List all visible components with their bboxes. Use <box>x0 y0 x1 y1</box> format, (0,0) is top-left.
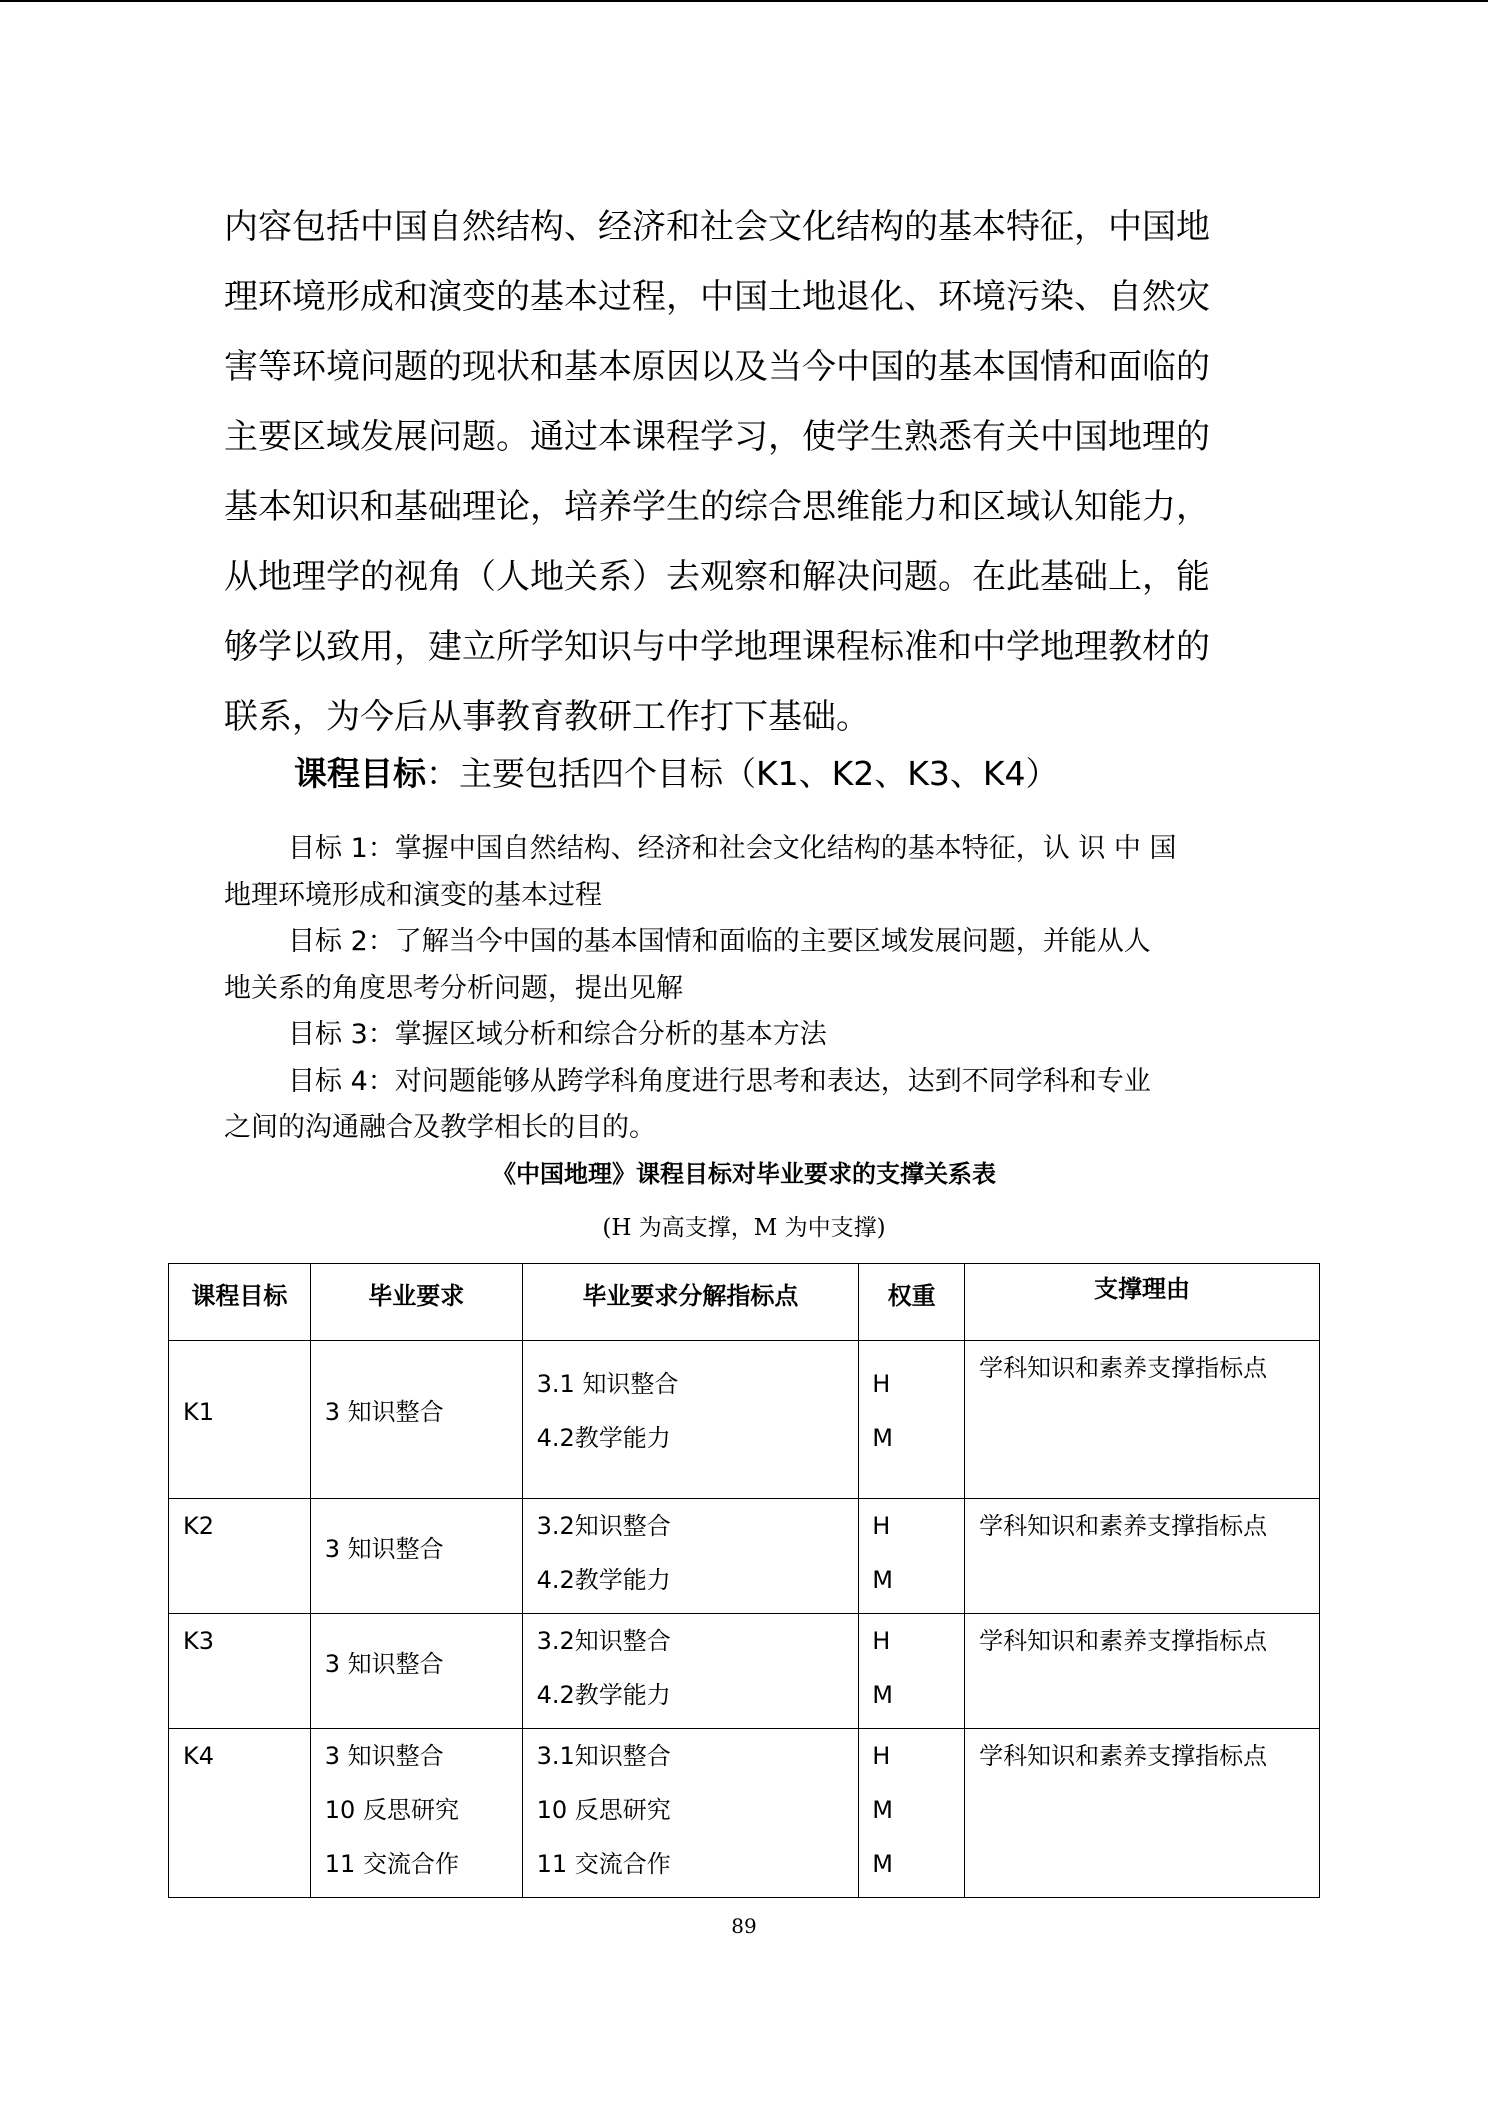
reason-text: 学科知识和素养支撑指标点 <box>979 1627 1268 1655</box>
reason-text: 学科知识和素养支撑指标点 <box>979 1742 1268 1770</box>
weight-item: M <box>872 1850 893 1878</box>
weight-item: M <box>872 1681 893 1709</box>
intro-line: 内容包括中国自然结构、经济和社会文化结构的基本特征，中国地 <box>224 207 1210 247</box>
intro-line: 基本知识和基础理论，培养学生的综合思维能力和区域认知能力， <box>224 487 1210 527</box>
page-number: 89 <box>731 1914 757 1938</box>
header-cell <box>522 1264 859 1341</box>
intro-line: 理环境形成和演变的基本过程，中国土地退化、环境污染、自然灾 <box>224 277 1210 317</box>
reason-cell <box>965 1499 1320 1614</box>
indicator-item: 4.2教学能力 <box>536 1681 671 1709</box>
header-label: 毕业要求分解指标点 <box>582 1282 799 1310</box>
header-label: 支撑理由 <box>1094 1275 1191 1303</box>
course-goals-heading-bold: 课程目标 <box>294 754 426 793</box>
goal-code: K3 <box>183 1627 215 1655</box>
indicator-cell <box>522 1729 859 1898</box>
header-cell <box>310 1264 522 1341</box>
requirement-cell <box>310 1614 522 1729</box>
indicator-item: 3.1 知识整合 <box>536 1370 679 1398</box>
requirement-item: 11 交流合作 <box>324 1850 459 1878</box>
weight-cell <box>859 1729 965 1898</box>
header-cell <box>169 1264 311 1341</box>
goal-code: K1 <box>183 1398 215 1426</box>
table-row <box>169 1341 1320 1499</box>
weight-cell <box>859 1499 965 1614</box>
reason-text: 学科知识和素养支撑指标点 <box>979 1354 1268 1382</box>
weight-item: H <box>872 1370 891 1398</box>
goal-line: 目标 3：掌握区域分析和综合分析的基本方法 <box>288 1019 827 1050</box>
goal-line: 地关系的角度思考分析问题，提出见解 <box>224 972 683 1004</box>
header-label: 课程目标 <box>191 1282 288 1310</box>
reason-cell <box>965 1614 1320 1729</box>
weight-item: M <box>872 1796 893 1824</box>
weight-item: H <box>872 1627 891 1655</box>
header-cell <box>859 1264 965 1341</box>
indicator-item: 3.1知识整合 <box>536 1742 671 1770</box>
goal-line: 地理环境形成和演变的基本过程 <box>224 879 602 911</box>
weight-cell <box>859 1614 965 1729</box>
indicator-item: 10 反思研究 <box>536 1796 671 1824</box>
goal-line: 之间的沟通融合及教学相长的目的。 <box>224 1112 656 1143</box>
goal-cell <box>169 1729 311 1898</box>
indicator-cell <box>522 1341 859 1499</box>
course-goals-heading-rest: ：主要包括四个目标（K1、K2、K3、K4） <box>426 754 1059 793</box>
goal-cell <box>169 1341 311 1499</box>
goal-line: 目标 1：掌握中国自然结构、经济和社会文化结构的基本特征，认 识 中 国 <box>288 833 1177 864</box>
goal-cell <box>169 1614 311 1729</box>
header-label: 毕业要求 <box>368 1282 465 1310</box>
intro-line: 主要区域发展问题。通过本课程学习，使学生熟悉有关中国地理的 <box>224 417 1210 457</box>
indicator-item: 3.2知识整合 <box>536 1627 671 1655</box>
support-relation-table <box>168 1263 1320 1898</box>
requirement-cell <box>310 1729 522 1898</box>
intro-paragraph <box>224 192 1274 752</box>
header-label: 权重 <box>887 1282 936 1310</box>
weight-item: M <box>872 1424 893 1452</box>
intro-line: 够学以致用，建立所学知识与中学地理课程标准和中学地理教材的 <box>224 627 1210 667</box>
table-row <box>169 1729 1320 1898</box>
table-row <box>169 1614 1320 1729</box>
intro-line: 联系，为今后从事教育教研工作打下基础。 <box>224 697 870 737</box>
reason-cell <box>965 1341 1320 1499</box>
goal-line: 目标 2：了解当今中国的基本国情和面临的主要区域发展问题，并能从人 <box>288 926 1151 957</box>
goal-code: K4 <box>183 1742 215 1770</box>
requirement-item: 3 知识整合 <box>324 1650 444 1678</box>
course-goals-heading <box>294 746 1059 802</box>
goal-cell <box>169 1499 311 1614</box>
requirement-item: 10 反思研究 <box>324 1796 459 1824</box>
requirement-cell <box>310 1499 522 1614</box>
table-note: (H 为高支撑，M 为中支撑) <box>602 1215 886 1241</box>
goal-list <box>224 826 1274 1152</box>
reason-text: 学科知识和素养支撑指标点 <box>979 1512 1268 1540</box>
page-top-border <box>0 0 1488 2</box>
table-row <box>169 1499 1320 1614</box>
indicator-cell <box>522 1614 859 1729</box>
weight-item: H <box>872 1512 891 1540</box>
intro-line: 害等环境问题的现状和基本原因以及当今中国的基本国情和面临的 <box>224 347 1210 387</box>
indicator-item: 3.2知识整合 <box>536 1512 671 1540</box>
requirement-item: 3 知识整合 <box>324 1535 444 1563</box>
header-cell <box>965 1264 1320 1341</box>
indicator-item: 4.2教学能力 <box>536 1424 671 1452</box>
requirement-item: 3 知识整合 <box>324 1398 444 1426</box>
requirement-item: 3 知识整合 <box>324 1742 444 1770</box>
weight-cell <box>859 1341 965 1499</box>
table-header-row <box>169 1264 1320 1341</box>
table-caption: 《中国地理》课程目标对毕业要求的支撑关系表 <box>492 1160 996 1188</box>
requirement-cell <box>310 1341 522 1499</box>
indicator-item: 4.2教学能力 <box>536 1566 671 1594</box>
weight-item: H <box>872 1742 891 1770</box>
weight-item: M <box>872 1566 893 1594</box>
goal-line: 目标 4：对问题能够从跨学科角度进行思考和表达，达到不同学科和专业 <box>288 1065 1151 1097</box>
indicator-cell <box>522 1499 859 1614</box>
indicator-item: 11 交流合作 <box>536 1850 671 1878</box>
intro-line: 从地理学的视角（人地关系）去观察和解决问题。在此基础上，能 <box>224 557 1210 597</box>
goal-code: K2 <box>183 1512 215 1540</box>
reason-cell <box>965 1729 1320 1898</box>
